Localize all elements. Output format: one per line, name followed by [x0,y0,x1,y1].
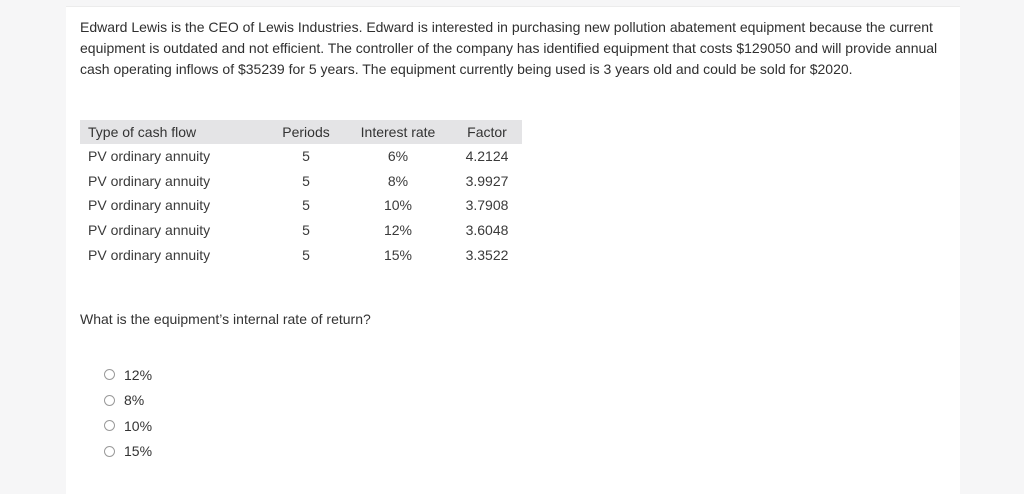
header-interest-rate: Interest rate [344,120,452,144]
cell-rate: 12% [383,222,413,239]
header-periods: Periods [268,120,344,144]
radio-button[interactable] [104,446,115,457]
cell-type: PV ordinary annuity [88,222,211,239]
table-row [80,242,522,267]
table-row [80,169,522,194]
cell-periods: 5 [302,246,310,263]
option-8-percent[interactable] [104,388,152,414]
option-10-percent[interactable] [104,413,152,439]
cell-periods: 5 [302,172,310,189]
cell-rate: 10% [383,197,413,214]
radio-button[interactable] [104,420,115,431]
cell-factor: 3.9927 [465,172,509,189]
option-12-percent[interactable] [104,362,152,388]
radio-button[interactable] [104,369,115,380]
cell-type: PV ordinary annuity [88,172,211,189]
cell-periods: 5 [302,197,310,214]
header-type: Type of cash flow [80,120,268,144]
table-row [80,193,522,218]
header-factor: Factor [452,120,522,144]
cell-factor: 3.3522 [465,246,509,263]
option-label: 15% [124,443,153,460]
option-label: 8% [124,392,145,409]
cell-type: PV ordinary annuity [88,197,211,214]
answer-options [104,362,152,464]
table-row [80,218,522,243]
option-label: 10% [124,417,153,434]
question-paragraph: Edward Lewis is the CEO of Lewis Industries. Edward is interested in purchasing new pollution abatement equipment because the current equipment is outdated and not efficient. The controller of the company has identified equipment that costs $129050 and will provide annual cash operating inflows of $35239 for 5 years. The equipment currently being used is 3 years old and could be sold for $2020. [80,19,938,77]
option-label: 12% [124,366,153,383]
cell-factor: 4.2124 [465,148,509,165]
cell-type: PV ordinary annuity [88,246,211,263]
radio-button[interactable] [104,395,115,406]
cell-factor: 3.7908 [465,197,509,214]
table-header-row [80,120,522,144]
cell-factor: 3.6048 [465,222,509,239]
table-row [80,144,522,169]
option-15-percent[interactable] [104,439,152,465]
cell-periods: 5 [302,222,310,239]
cell-rate: 8% [387,172,409,189]
cell-rate: 15% [383,246,413,263]
cell-type: PV ordinary annuity [88,148,211,165]
question-prompt: What is the equipment’s internal rate of return? [80,311,371,327]
question-card [66,6,960,494]
cell-rate: 6% [387,148,409,165]
pv-factor-table [80,120,522,267]
cell-periods: 5 [302,148,310,165]
